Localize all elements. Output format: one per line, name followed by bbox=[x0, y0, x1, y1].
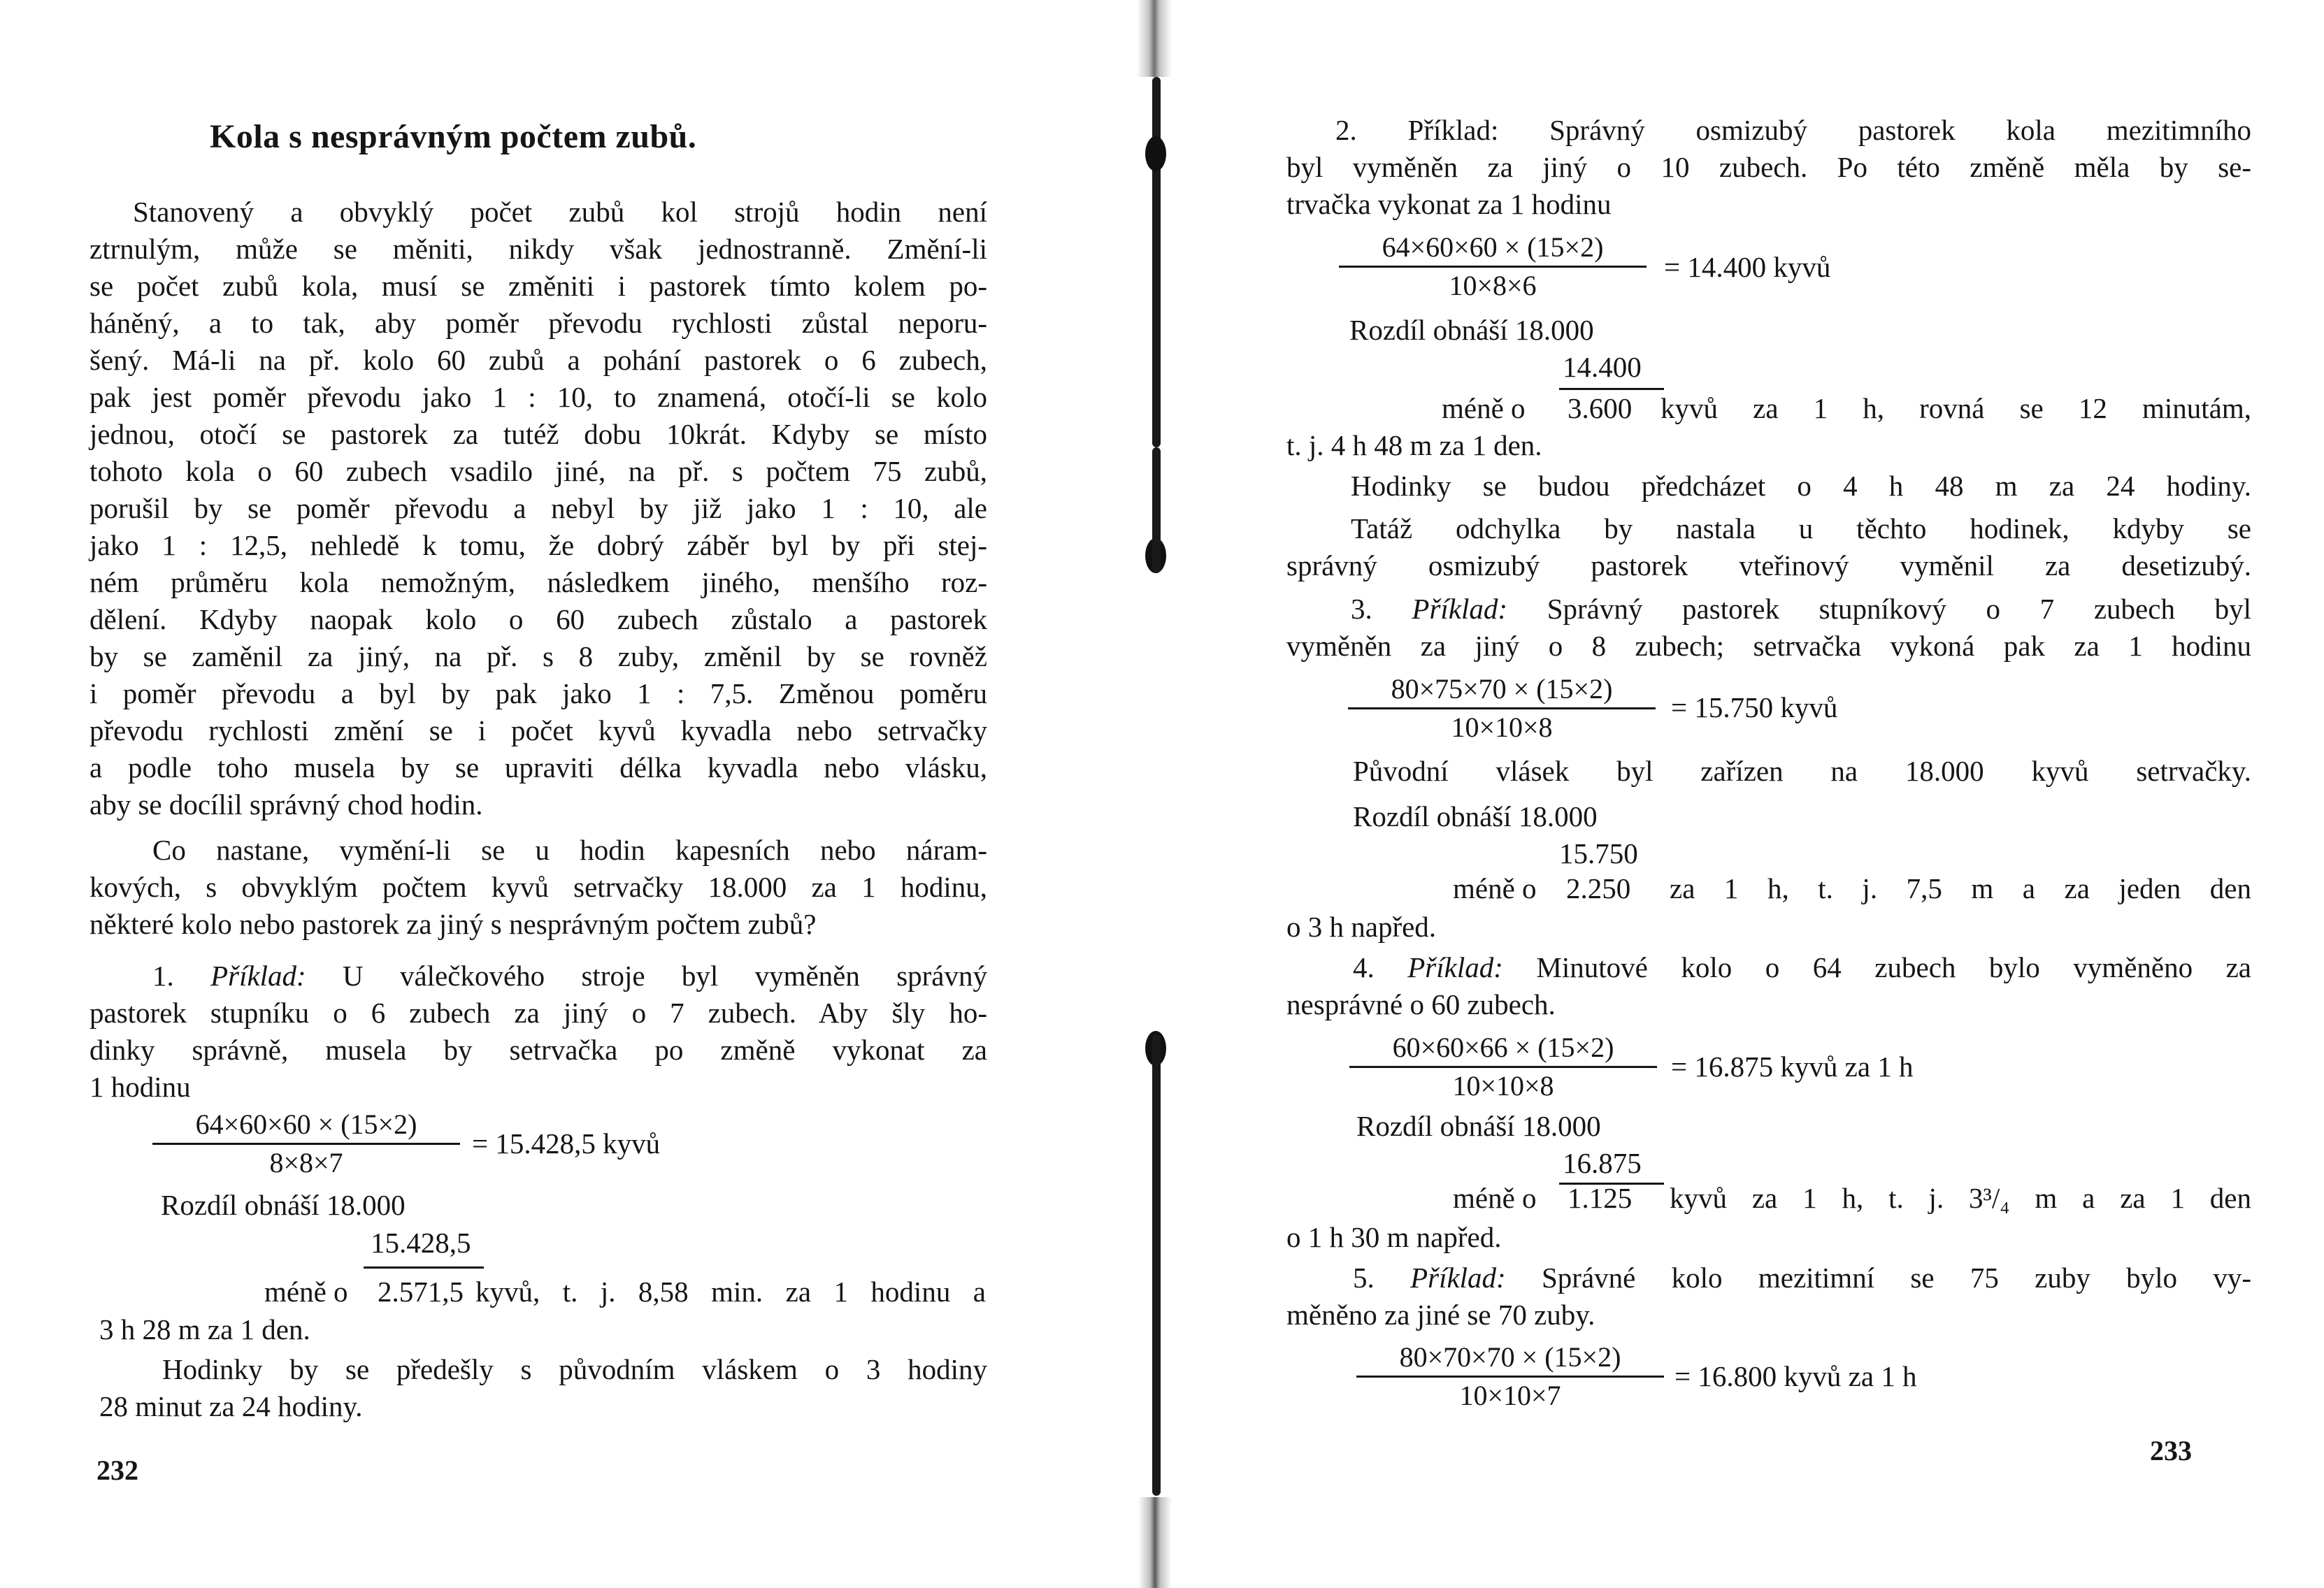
paragraph-line: kyvů, t. j. 8,58 min. za 1 hodinu a bbox=[475, 1276, 986, 1308]
paragraph-line: se počet zubů kola, musí se změniti i pastorek tímto kolem po- bbox=[89, 270, 987, 302]
paragraph-line: pastorek stupníku o 6 zubech za jiný o 7 zubech. Aby šly ho- bbox=[89, 997, 987, 1029]
formula-result: = 15.750 kyvů bbox=[1671, 691, 1838, 723]
difference-value: 3.600 bbox=[1568, 392, 1633, 424]
paragraph-line: trvačka vykonat za 1 hodinu bbox=[1286, 188, 1612, 220]
paragraph-line: nesprávné o 60 zubech. bbox=[1286, 988, 1556, 1020]
paragraph-line: o 3 h napřed. bbox=[1286, 911, 1437, 943]
fraction-formula bbox=[152, 1108, 460, 1180]
paragraph-line: dinky správně, musela by setrvačka po změně vykonat za bbox=[89, 1034, 987, 1066]
page-number: 233 bbox=[2150, 1435, 2192, 1466]
paragraph-line: některé kolo nebo pastorek za jiný s nesprávným počtem zubů? bbox=[89, 908, 817, 940]
difference-label: Rozdíl obnáší 18.000 bbox=[1353, 800, 1598, 832]
formula-result: = 16.875 kyvů za 1 h bbox=[1671, 1051, 1914, 1083]
paragraph-line: za 1 h, t. j. 7,5 m a za jeden den bbox=[1670, 872, 2251, 904]
example-label: Příklad: bbox=[210, 960, 306, 992]
subtrahend: 14.400 bbox=[1563, 351, 1642, 383]
binding-knot bbox=[1145, 136, 1166, 171]
fraction-denominator: 10×8×6 bbox=[1449, 270, 1537, 301]
paragraph-line: kových, s obvyklým počtem kyvů setrvačky 18.000 za 1 hodinu, bbox=[89, 871, 987, 903]
fraction-denominator: 10×10×8 bbox=[1452, 1070, 1554, 1102]
fraction-numerator: 64×60×60 × (15×2) bbox=[152, 1108, 460, 1145]
binding-thread-lower bbox=[1152, 1034, 1161, 1496]
fraction-denominator: 10×10×8 bbox=[1451, 712, 1553, 743]
example-number: 5. bbox=[1353, 1262, 1411, 1294]
fraction-formula bbox=[1349, 1031, 1657, 1103]
paragraph-line: ném průměru kola nemožným, následkem jiného, menšího roz- bbox=[89, 566, 987, 598]
subtrahend: 15.750 bbox=[1559, 837, 1638, 869]
difference-value: 1.125 bbox=[1568, 1182, 1633, 1214]
page-title: Kola s nesprávným počtem zubů. bbox=[210, 118, 697, 155]
paragraph-line: měněno za jiné se 70 zuby. bbox=[1286, 1299, 1595, 1331]
difference-label: Rozdíl obnáší 18.000 bbox=[161, 1189, 406, 1221]
fraction-formula bbox=[1339, 231, 1647, 303]
paragraph-line: byl vyměněn za jiný o 10 zubech. Po této změně měla by se- bbox=[1286, 151, 2251, 183]
paragraph-line: o 1 h 30 m napřed. bbox=[1286, 1221, 1502, 1253]
paragraph-line: 3 h 28 m za 1 den. bbox=[99, 1313, 310, 1345]
paragraph-line: vyměněn za jiný o 8 zubech; setrvačka vykoná pak za 1 hodinu bbox=[1286, 630, 2251, 662]
paragraph-line: Hodinky by se předešly s původním vláskem o 3 hodiny bbox=[162, 1353, 987, 1385]
difference-value: 2.571,5 bbox=[378, 1276, 464, 1308]
example-number: 3. bbox=[1351, 593, 1412, 625]
example-heading-line bbox=[1353, 1259, 2251, 1297]
example-heading-line bbox=[152, 958, 987, 995]
paragraph-line: 28 minut za 24 hodiny. bbox=[99, 1390, 363, 1422]
example-heading-line bbox=[1351, 591, 2251, 628]
formula-result: = 15.428,5 kyvů bbox=[472, 1127, 661, 1160]
example-number: 1. bbox=[152, 960, 211, 992]
fraction-numerator: 60×60×66 × (15×2) bbox=[1349, 1031, 1657, 1068]
paragraph-line: Hodinky se budou předcházet o 4 h 48 m za 24 hodiny. bbox=[1351, 470, 2251, 502]
paragraph-line: by se zaměnil za jiný, na př. s 8 zuby, změnil by se rovněž bbox=[89, 640, 987, 672]
paragraph-line: šený. Má-li na př. kolo 60 zubů a pohání pastorek o 6 zubech, bbox=[89, 344, 987, 376]
fraction-numerator: 64×60×60 × (15×2) bbox=[1339, 231, 1647, 268]
difference-label: Rozdíl obnáší 18.000 bbox=[1356, 1110, 1601, 1142]
paragraph-line: 2. Příklad: Správný osmizubý pastorek kola mezitimního bbox=[1335, 114, 2251, 146]
fraction-denominator: 8×8×7 bbox=[269, 1147, 343, 1178]
example-label: Příklad: bbox=[1410, 1262, 1506, 1294]
fraction-formula bbox=[1356, 1341, 1664, 1413]
page-number: 232 bbox=[96, 1455, 138, 1486]
paragraph-line: aby se docílil správný chod hodin. bbox=[89, 788, 483, 821]
fraction-numerator: 80×75×70 × (15×2) bbox=[1348, 672, 1656, 709]
formula-result: = 14.400 kyvů bbox=[1664, 251, 1831, 283]
less-by-label: méně o bbox=[1453, 1182, 1537, 1214]
paragraph-line: Původní vlásek byl zařízen na 18.000 kyvů setrvačky. bbox=[1353, 755, 2251, 787]
difference-value: 2.250 bbox=[1566, 872, 1631, 904]
paragraph-line: háněný, a to tak, aby poměr převodu rychlosti zůstal neporu- bbox=[89, 307, 987, 339]
paragraph-line: Tatáž odchylka by nastala u těchto hodinek, kdyby se bbox=[1351, 512, 2251, 544]
paragraph-line: ztrnulým, může se měniti, nikdy však jednostranně. Změní-li bbox=[89, 233, 987, 265]
paragraph-line: t. j. 4 h 48 m za 1 den. bbox=[1286, 429, 1542, 461]
paragraph-line: kyvů za 1 h, rovná se 12 minutám, bbox=[1660, 392, 2251, 424]
example-heading-line bbox=[1353, 949, 2251, 986]
example-text: Minutové kolo o 64 zubech bylo vyměněno za bbox=[1502, 951, 2251, 983]
paragraph-line: i poměr převodu a byl by pak jako 1 : 7,5. Změnou poměru bbox=[89, 677, 987, 709]
fraction-formula bbox=[1348, 672, 1656, 744]
subtrahend: 16.875 bbox=[1563, 1147, 1642, 1179]
example-label: Příklad: bbox=[1412, 593, 1508, 625]
paragraph-line: Stanovený a obvyklý počet zubů kol strojů hodin není bbox=[133, 196, 987, 228]
binding-thread-mid bbox=[1152, 447, 1161, 573]
less-by-label: méně o bbox=[1442, 392, 1526, 424]
paragraph-line: tohoto kola o 60 zubech vsadilo jiné, na př. s počtem 75 zubů, bbox=[89, 455, 987, 487]
paragraph-line: 1 hodinu bbox=[89, 1071, 191, 1103]
example-number: 4. bbox=[1353, 951, 1408, 983]
binding-thread-upper bbox=[1152, 77, 1161, 447]
example-text: Správné kolo mezitimní se 75 zuby bylo vy- bbox=[1505, 1262, 2251, 1294]
paragraph-line: Co nastane, vymění-li se u hodin kapesních nebo náram- bbox=[152, 834, 987, 866]
less-by-label: méně o bbox=[264, 1276, 348, 1308]
paragraph-line: dělení. Kdyby naopak kolo o 60 zubech zůstalo a pastorek bbox=[89, 603, 987, 635]
subtrahend: 15.428,5 bbox=[371, 1227, 471, 1259]
example-label: Příklad: bbox=[1407, 951, 1503, 983]
right-page bbox=[1182, 0, 2324, 1588]
paragraph-line: převodu rychlosti změní se i počet kyvů kyvadla nebo setrvačky bbox=[89, 714, 987, 746]
difference-label: Rozdíl obnáší 18.000 bbox=[1349, 314, 1594, 346]
paragraph-line: jednou, otočí se pastorek za tutéž dobu 10krát. Kdyby se místo bbox=[89, 418, 987, 450]
less-by-label: méně o bbox=[1453, 872, 1537, 904]
paragraph-line: a podle toho musela by se upraviti délka kyvadla nebo vlásku, bbox=[89, 751, 987, 784]
paragraph-line: jako 1 : 12,5, nehledě k tomu, že dobrý záběr byl by při stej- bbox=[89, 529, 987, 561]
subtraction-rule bbox=[364, 1266, 484, 1269]
example-text: U válečkového stroje byl vyměněn správný bbox=[306, 960, 987, 992]
paragraph-line: kyvů za 1 h, t. j. 3³/₄ m a za 1 den bbox=[1670, 1182, 2251, 1214]
fraction-denominator: 10×10×7 bbox=[1459, 1380, 1561, 1411]
left-page bbox=[0, 0, 1147, 1588]
paragraph-line: porušil by se poměr převodu a nebyl by již jako 1 : 10, ale bbox=[89, 492, 987, 524]
formula-result: = 16.800 kyvů za 1 h bbox=[1674, 1360, 1917, 1392]
example-text: Správný pastorek stupníkový o 7 zubech byl bbox=[1507, 593, 2251, 625]
paragraph-line: správný osmizubý pastorek vteřinový vyměnil za desetizubý. bbox=[1286, 549, 2251, 582]
fraction-numerator: 80×70×70 × (15×2) bbox=[1356, 1341, 1664, 1378]
paragraph-line: pak jest poměr převodu jako 1 : 10, to znamená, otočí-li se kolo bbox=[89, 381, 987, 413]
